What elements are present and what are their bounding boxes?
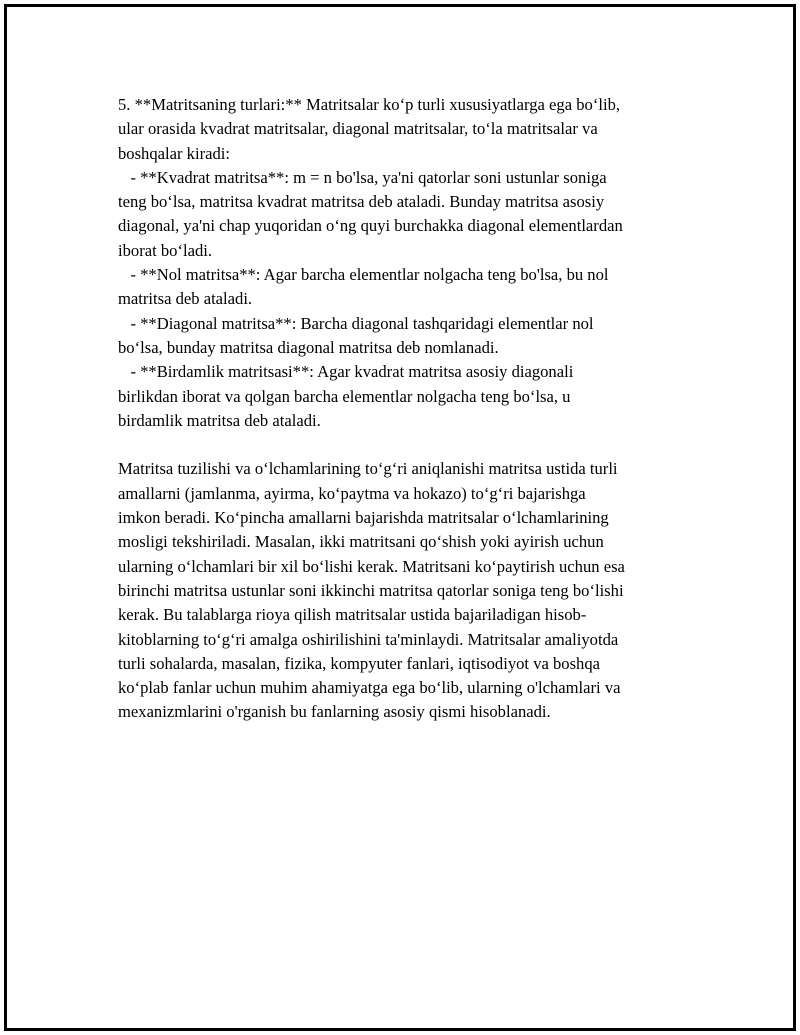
text-line: birdamlik matritsa deb ataladi. [118, 410, 321, 430]
text-line: amallarni (jamlanma, ayirma, ko‘paytma va hokazo) to‘g‘ri bajarishga [118, 483, 586, 503]
text-line: Matritsa tuzilishi va o‘lchamlarining to‘g‘ri aniqlanishi matritsa ustida turli [118, 459, 618, 479]
section-matrix-dimensions [118, 457, 684, 724]
text-line: ular orasida kvadrat matritsalar, diagonal matritsalar, to‘la matritsalar va [118, 119, 598, 139]
section-matrix-types [118, 93, 684, 433]
list-item-line: - **Diagonal matritsa**: Barcha diagonal tashqaridagi elementlar nol [118, 313, 594, 333]
text-line: bo‘lsa, bunday matritsa diagonal matritsa deb nomlanadi. [118, 337, 499, 357]
text-line: 5. **Matritsaning turlari:** Matritsalar ko‘p turli xususiyatlarga ega bo‘lib, [118, 95, 621, 114]
text-line: diagonal, ya'ni chap yuqoridan o‘ng quyi burchakka diagonal elementlardan [118, 216, 623, 236]
list-item-line: - **Nol matritsa**: Agar barcha elementlar nolgacha teng bo'lsa, bu nol [118, 265, 609, 285]
text-line: mosligi tekshiriladi. Masalan, ikki matritsani qo‘shish yoki ayirish uchun [118, 532, 604, 552]
text-line: kitoblarning to‘g‘ri amalga oshirilishini ta'minlaydi. Matritsalar amaliyotda [118, 629, 619, 649]
list-item-line: - **Kvadrat matritsa**: m = n bo'lsa, ya'ni qatorlar soni ustunlar soniga [118, 167, 607, 187]
text-line: imkon beradi. Ko‘pincha amallarni bajarishda matritsalar o‘lchamlarining [118, 508, 609, 528]
text-line: birlikdan iborat va qolgan barcha elementlar nolgacha teng bo‘lsa, u [118, 386, 571, 406]
text-line: ko‘plab fanlar uchun muhim ahamiyatga ega bo‘lib, ularning o'lchamlari va [118, 678, 621, 698]
text-line: turli sohalarda, masalan, fizika, kompyuter fanlari, iqtisodiyot va boshqa [118, 653, 601, 673]
list-item-line: - **Birdamlik matritsasi**: Agar kvadrat matritsa asosiy diagonali [118, 362, 574, 382]
text-line: ularning o‘lchamlari bir xil bo‘lishi kerak. Matritsani ko‘paytirish uchun esa [118, 556, 625, 576]
text-line: birinchi matritsa ustunlar soni ikkinchi matritsa qatorlar soniga teng bo‘lishi [118, 580, 624, 600]
paragraph-spacer [118, 433, 684, 457]
text-line: iborat bo‘ladi. [118, 240, 213, 260]
text-line: boshqalar kiradi: [118, 143, 230, 163]
text-line: teng bo‘lsa, matritsa kvadrat matritsa deb ataladi. Bunday matritsa asosiy [118, 192, 605, 212]
text-line: matritsa deb ataladi. [118, 289, 253, 309]
text-line: mexanizmlarini o'rganish bu fanlarning asosiy qismi hisoblanadi. [118, 702, 551, 722]
document-body [118, 93, 684, 725]
text-line: kerak. Bu talablarga rioya qilish matritsalar ustida bajariladigan hisob- [118, 605, 587, 625]
